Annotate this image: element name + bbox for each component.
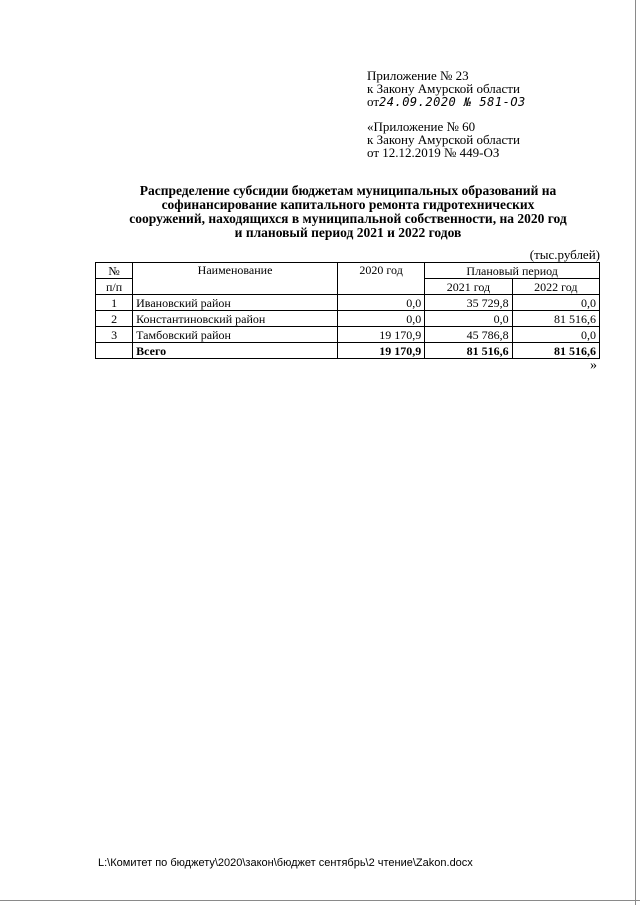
prev-annex-number: «Приложение № 60 (367, 119, 476, 134)
row-name: Ивановский район (133, 295, 338, 311)
row-name: Константиновский район (133, 311, 338, 327)
total-num-empty (96, 343, 133, 359)
row-2020: 0,0 (337, 311, 424, 327)
footer-file-path: L:\Комитет по бюджету\2020\закон\бюджет сентябрь\2 чтение\Zakon.docx (98, 857, 473, 869)
row-2021: 45 786,8 (425, 327, 512, 343)
table-total-row (96, 343, 600, 359)
header-2022: 2022 год (512, 279, 599, 295)
header-2021: 2021 год (425, 279, 512, 295)
units-label: (тыс.рублей) (529, 247, 600, 262)
row-num: 3 (96, 327, 133, 343)
row-num: 2 (96, 311, 133, 327)
row-2022: 81 516,6 (512, 311, 599, 327)
annex-current-header (367, 69, 526, 109)
scan-edge-right (635, 0, 636, 905)
row-name: Тамбовский район (133, 327, 338, 343)
total-2022: 81 516,6 (512, 343, 599, 359)
row-2021: 35 729,8 (425, 295, 512, 311)
row-num: 1 (96, 295, 133, 311)
row-2022: 0,0 (512, 327, 599, 343)
subsidy-table (95, 262, 600, 359)
header-plan-period: Плановый период (425, 263, 600, 279)
header-2020: 2020 год (337, 263, 424, 295)
handwritten-date-number: 24.09.2020 № 581-ОЗ (379, 95, 526, 109)
annex-law-ref: к Закону Амурской области (367, 81, 520, 96)
prev-annex-law-ref: к Закону Амурской области (367, 132, 520, 147)
annex-date-line (367, 95, 526, 109)
row-2021: 0,0 (425, 311, 512, 327)
prev-annex-date: от 12.12.2019 № 449-ОЗ (367, 145, 500, 160)
table-row (96, 295, 600, 311)
table-header-row (96, 263, 600, 279)
row-2022: 0,0 (512, 295, 599, 311)
total-2021: 81 516,6 (425, 343, 512, 359)
total-label: Всего (133, 343, 338, 359)
annex-date-prefix: от (367, 94, 380, 109)
title-line: сооружений, находящихся в муниципальной собственности, на 2020 год (129, 211, 567, 226)
title-line: софинансирование капитального ремонта гидротехнических (161, 197, 535, 212)
row-2020: 19 170,9 (337, 327, 424, 343)
header-num-2: п/п (96, 279, 133, 295)
annex-previous-header (367, 120, 520, 159)
total-2020: 19 170,9 (337, 343, 424, 359)
table-row (96, 327, 600, 343)
scan-edge-bottom (0, 900, 640, 901)
table-row (96, 311, 600, 327)
document-title (98, 184, 598, 240)
header-num: № (96, 263, 133, 279)
row-2020: 0,0 (337, 295, 424, 311)
title-line: и плановый период 2021 и 2022 годов (234, 225, 462, 240)
header-name: Наименование (133, 263, 338, 295)
title-line: Распределение субсидии бюджетам муниципальных образований на (139, 183, 557, 198)
annex-number: Приложение № 23 (367, 68, 469, 83)
closing-quote: » (590, 358, 597, 373)
